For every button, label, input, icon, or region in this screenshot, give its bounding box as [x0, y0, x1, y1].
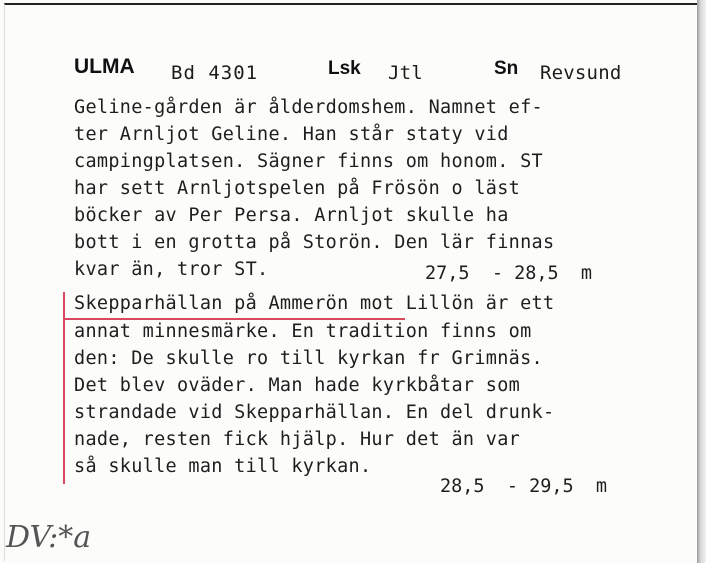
text-line-2: ter Arnljot Geline. Han står staty vid [74, 124, 509, 145]
text-line-1: Geline-gården är ålderdomshem. Namnet ef- [74, 97, 543, 118]
red-underline [63, 318, 405, 320]
red-margin-line [63, 292, 65, 484]
lsk-label: Lsk [328, 58, 361, 79]
text-line-5: böcker av Per Persa. Arnljot skulle ha [74, 205, 509, 226]
measure-2: 28,5 - 29,5 m [440, 476, 608, 497]
measure-1: 27,5 - 28,5 m [425, 263, 593, 284]
place-name: ULMA [74, 55, 135, 78]
sn-value: Revsund [540, 62, 622, 84]
text-line-10: den: De skulle ro till kyrkan fr Grimnäs. [74, 348, 543, 369]
text-line-13: nade, resten fick hjälp. Hur det än var [74, 429, 521, 450]
text-line-12: strandade vid Skepparhällan. En del drunk- [74, 402, 555, 423]
text-line-4: har sett Arnljotspelen på Frösön o läst [74, 178, 521, 199]
reference-number: Bd 4301 [171, 62, 259, 84]
text-line-8: Skepparhällan på Ammerön mot Lillön är ett [74, 293, 555, 314]
text-line-14: så skulle man till kyrkan. [74, 456, 372, 477]
text-line-6: bott i en grotta på Storön. Den lär finnas [74, 232, 555, 253]
sn-label: Sn [494, 58, 519, 79]
text-line-9: annat minnesmärke. En tradition finns om [74, 321, 532, 342]
text-line-3: campingplatsen. Sägner finns om honom. ST [74, 151, 543, 172]
card-edge [697, 0, 706, 563]
lsk-value: Jtl [388, 62, 423, 84]
text-line-11: Det blev oväder. Man hade kyrkbåtar som [74, 375, 521, 396]
text-line-7: kvar än, tror ST. [74, 259, 269, 280]
handwritten-annotation: DV:*a [6, 520, 92, 555]
